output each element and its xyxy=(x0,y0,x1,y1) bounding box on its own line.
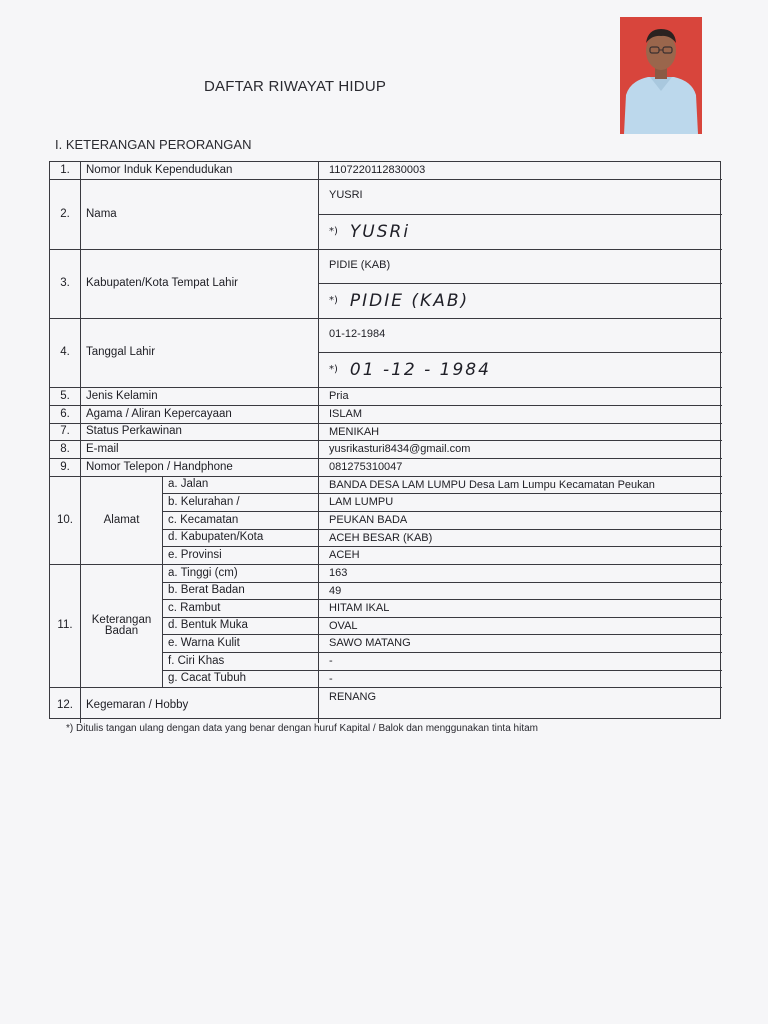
row-number: 10. xyxy=(50,477,81,565)
field-label: Agama / Aliran Kepercayaan xyxy=(81,406,319,424)
sub-field-value: 163 xyxy=(319,565,722,583)
field-value: RENANG xyxy=(329,691,377,703)
sub-field-value: ACEH BESAR (KAB) xyxy=(319,530,722,547)
sub-field-value: OVAL xyxy=(319,618,722,635)
handwritten-text: 01 -12 - 1984 xyxy=(349,359,491,380)
sub-field-value: - xyxy=(319,671,722,688)
handwritten-value xyxy=(319,284,722,319)
sub-field-label: g. Cacat Tubuh xyxy=(163,671,319,688)
handwritten-text: PIDIE (KAB) xyxy=(349,290,470,311)
row-number: 11. xyxy=(50,565,81,688)
field-value: PIDIE (KAB) xyxy=(319,250,722,284)
personal-data-table xyxy=(49,161,721,719)
field-value: ISLAM xyxy=(319,406,722,424)
row-number: 5. xyxy=(50,388,81,406)
field-label: Kegemaran / Hobby xyxy=(81,688,319,723)
profile-photo xyxy=(620,17,702,134)
handwritten-text: YUSRi xyxy=(349,221,411,242)
sub-field-value: PEUKAN BADA xyxy=(319,512,722,530)
sub-field-label: b. Berat Badan xyxy=(163,583,319,600)
sub-field-label: e. Warna Kulit xyxy=(163,635,319,653)
row-number: 2. xyxy=(50,180,81,250)
field-label: Nomor Induk Kependudukan xyxy=(81,162,319,180)
field-label: Jenis Kelamin xyxy=(81,388,319,406)
field-value: MENIKAH xyxy=(319,424,722,441)
sub-field-value: BANDA DESA LAM LUMPU Desa Lam Lumpu Kecamatan Peukan xyxy=(319,477,722,494)
sub-field-label: a. Tinggi (cm) xyxy=(163,565,319,583)
sub-field-value: LAM LUMPU xyxy=(319,494,722,512)
row-number: 8. xyxy=(50,441,81,459)
field-value: YUSRI xyxy=(319,180,722,215)
sub-field-label: c. Kecamatan xyxy=(163,512,319,530)
field-label: Keterangan Badan xyxy=(81,565,163,688)
field-label: E-mail xyxy=(81,441,319,459)
sub-field-value: HITAM IKAL xyxy=(319,600,722,618)
field-label: Alamat xyxy=(81,477,163,565)
field-label: Nomor Telepon / Handphone xyxy=(81,459,319,477)
field-value: 1107220112830003 xyxy=(319,162,722,180)
sub-field-label: c. Rambut xyxy=(163,600,319,618)
row-number: 12. xyxy=(50,688,81,723)
row-number: 9. xyxy=(50,459,81,477)
footnote: *) Ditulis tangan ulang dengan data yang benar dengan huruf Kapital / Balok dan menggunakan tinta hitam xyxy=(66,723,539,734)
sub-field-label: f. Ciri Khas xyxy=(163,653,319,671)
field-value: yusrikasturi8434@gmail.com xyxy=(319,441,722,459)
row-number: 4. xyxy=(50,319,81,388)
footnote-mark: *) xyxy=(329,364,338,375)
field-label: Nama xyxy=(81,180,319,250)
sub-field-label: e. Provinsi xyxy=(163,547,319,565)
field-label: Tanggal Lahir xyxy=(81,319,319,388)
handwritten-value xyxy=(319,353,722,388)
row-number: 7. xyxy=(50,424,81,441)
section-title: I. KETERANGAN PERORANGAN xyxy=(55,137,252,152)
row-number: 3. xyxy=(50,250,81,319)
sub-field-label: d. Kabupaten/Kota xyxy=(163,530,319,547)
row-number: 1. xyxy=(50,162,81,180)
sub-field-value: SAWO MATANG xyxy=(319,635,722,653)
sub-field-label: b. Kelurahan / xyxy=(163,494,319,512)
footnote-mark: *) xyxy=(329,226,338,237)
sub-field-value: 49 xyxy=(319,583,722,600)
document-title: DAFTAR RIWAYAT HIDUP xyxy=(204,78,387,95)
field-label: Status Perkawinan xyxy=(81,424,319,441)
row-number: 6. xyxy=(50,406,81,424)
field-label: Kabupaten/Kota Tempat Lahir xyxy=(81,250,319,319)
sub-field-value: - xyxy=(319,653,722,671)
sub-field-label: d. Bentuk Muka xyxy=(163,618,319,635)
field-value: Pria xyxy=(319,388,722,406)
sub-field-label: a. Jalan xyxy=(163,477,319,494)
sub-field-value: ACEH xyxy=(319,547,722,565)
handwritten-value xyxy=(319,215,722,250)
footnote-mark: *) xyxy=(329,295,338,306)
field-value: 081275310047 xyxy=(319,459,722,477)
field-value: 01-12-1984 xyxy=(319,319,722,353)
